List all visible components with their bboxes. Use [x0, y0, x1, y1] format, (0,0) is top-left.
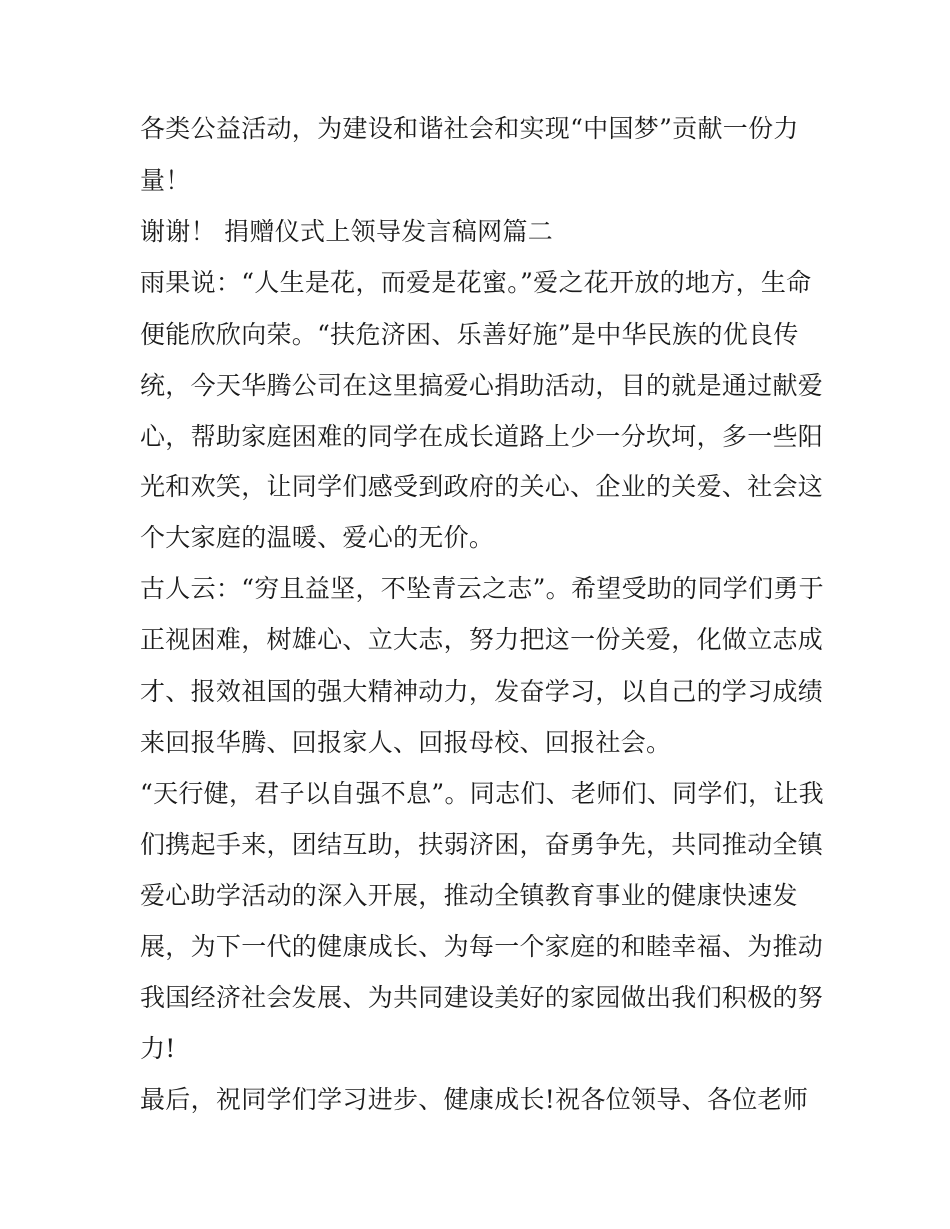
text-line: 心，帮助家庭困难的同学在成长道路上少一分坎坷，多一些阳 [140, 422, 824, 451]
text-line: 才、报效祖国的强大精神动力，发奋学习，以自己的学习成绩 [140, 677, 824, 706]
text-line: 爱心助学活动的深入开展，推动全镇教育事业的健康快速发 [140, 881, 798, 910]
text-line: 最后，祝同学们学习进步、健康成长!祝各位领导、各位老师 [140, 1085, 809, 1114]
text-line: 展，为下一代的健康成长、为每一个家庭的和睦幸福、为推动 [140, 932, 824, 961]
text-line: 雨果说：“人生是花，而爱是花蜜。”爱之花开放的地方，生命 [140, 268, 812, 297]
text-line: 力! [140, 1034, 176, 1063]
text-line: 来回报华腾、回报家人、回报母校、回报社会。 [140, 728, 672, 757]
text-line: 古人云：“穷且益坚，不坠青云之志”。希望受助的同学们勇于 [140, 574, 824, 603]
text-line: 光和欢笑，让同学们感受到政府的关心、企业的关爱、社会这 [140, 472, 824, 501]
text-line: 量！ [140, 166, 191, 195]
text-line: 们携起手来，团结互助，扶弱济困，奋勇争先，共同推动全镇 [140, 830, 824, 859]
section-heading: 谢谢！ 捐赠仪式上领导发言稿网篇二 [140, 217, 554, 246]
text-line: 个大家庭的温暖、爱心的无价。 [140, 523, 495, 552]
text-line: 便能欣欣向荣。“扶危济困、乐善好施”是中华民族的优良传 [140, 320, 799, 349]
text-line: 统，今天华腾公司在这里搞爱心捐助活动，目的就是通过献爱 [140, 371, 824, 400]
text-line: “天行健，君子以自强不息”。同志们、老师们、同学们，让我 [140, 779, 824, 808]
text-line: 正视困难，树雄心、立大志，努力把这一份关爱，化做立志成 [140, 625, 824, 654]
text-line: 我国经济社会发展、为共同建设美好的家园做出我们积极的努 [140, 983, 824, 1012]
text-line: 各类公益活动，为建设和谐社会和实现“中国梦”贡献一份力 [140, 114, 799, 143]
